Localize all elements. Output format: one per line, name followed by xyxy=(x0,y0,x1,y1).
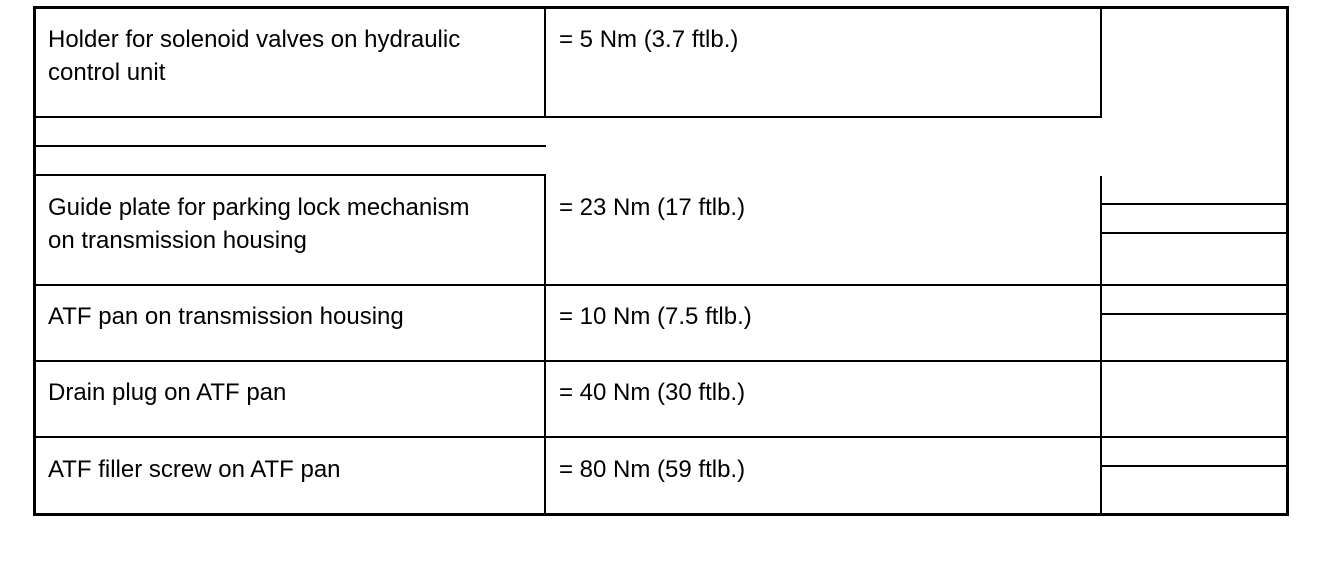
column-divider-1-top xyxy=(544,6,546,117)
table-row-4-torque: = 40 Nm (30 ftlb.) xyxy=(559,379,746,406)
table-row-4-component: Drain plug on ATF pan xyxy=(48,379,287,406)
spacer-row-separator xyxy=(33,145,546,147)
table-row-2-torque: = 23 Nm (17 ftlb.) xyxy=(559,194,746,221)
table-left-border xyxy=(33,6,36,516)
column-divider-1-bottom xyxy=(544,176,546,516)
row-separator-5 xyxy=(33,436,1289,438)
component-line: control unit xyxy=(48,59,166,86)
column-divider-2-top xyxy=(1100,6,1102,117)
table-right-border xyxy=(1286,6,1289,516)
third-column-line-4 xyxy=(1100,465,1288,467)
table-row-1-torque: = 5 Nm (3.7 ftlb.) xyxy=(559,26,739,53)
component-line: Holder for solenoid valves on hydraulic xyxy=(48,26,461,53)
row-separator-3 xyxy=(33,284,1289,286)
third-column-line-2 xyxy=(1100,232,1288,234)
table-row-5-torque: = 80 Nm (59 ftlb.) xyxy=(559,456,746,483)
row-separator-1 xyxy=(33,116,1102,118)
row-separator-2 xyxy=(33,174,546,176)
table-row-1-component xyxy=(48,23,460,89)
component-line: on transmission housing xyxy=(48,227,307,254)
component-line: Guide plate for parking lock mechanism xyxy=(48,194,470,221)
table-row-2-component xyxy=(48,191,470,257)
table-row-5-component: ATF filler screw on ATF pan xyxy=(48,456,341,483)
table-row-3-component: ATF pan on transmission housing xyxy=(48,303,404,330)
table-row-3-torque: = 10 Nm (7.5 ftlb.) xyxy=(559,303,752,330)
third-column-line-1 xyxy=(1100,203,1288,205)
third-column-line-3 xyxy=(1100,313,1288,315)
row-separator-4 xyxy=(33,360,1289,362)
